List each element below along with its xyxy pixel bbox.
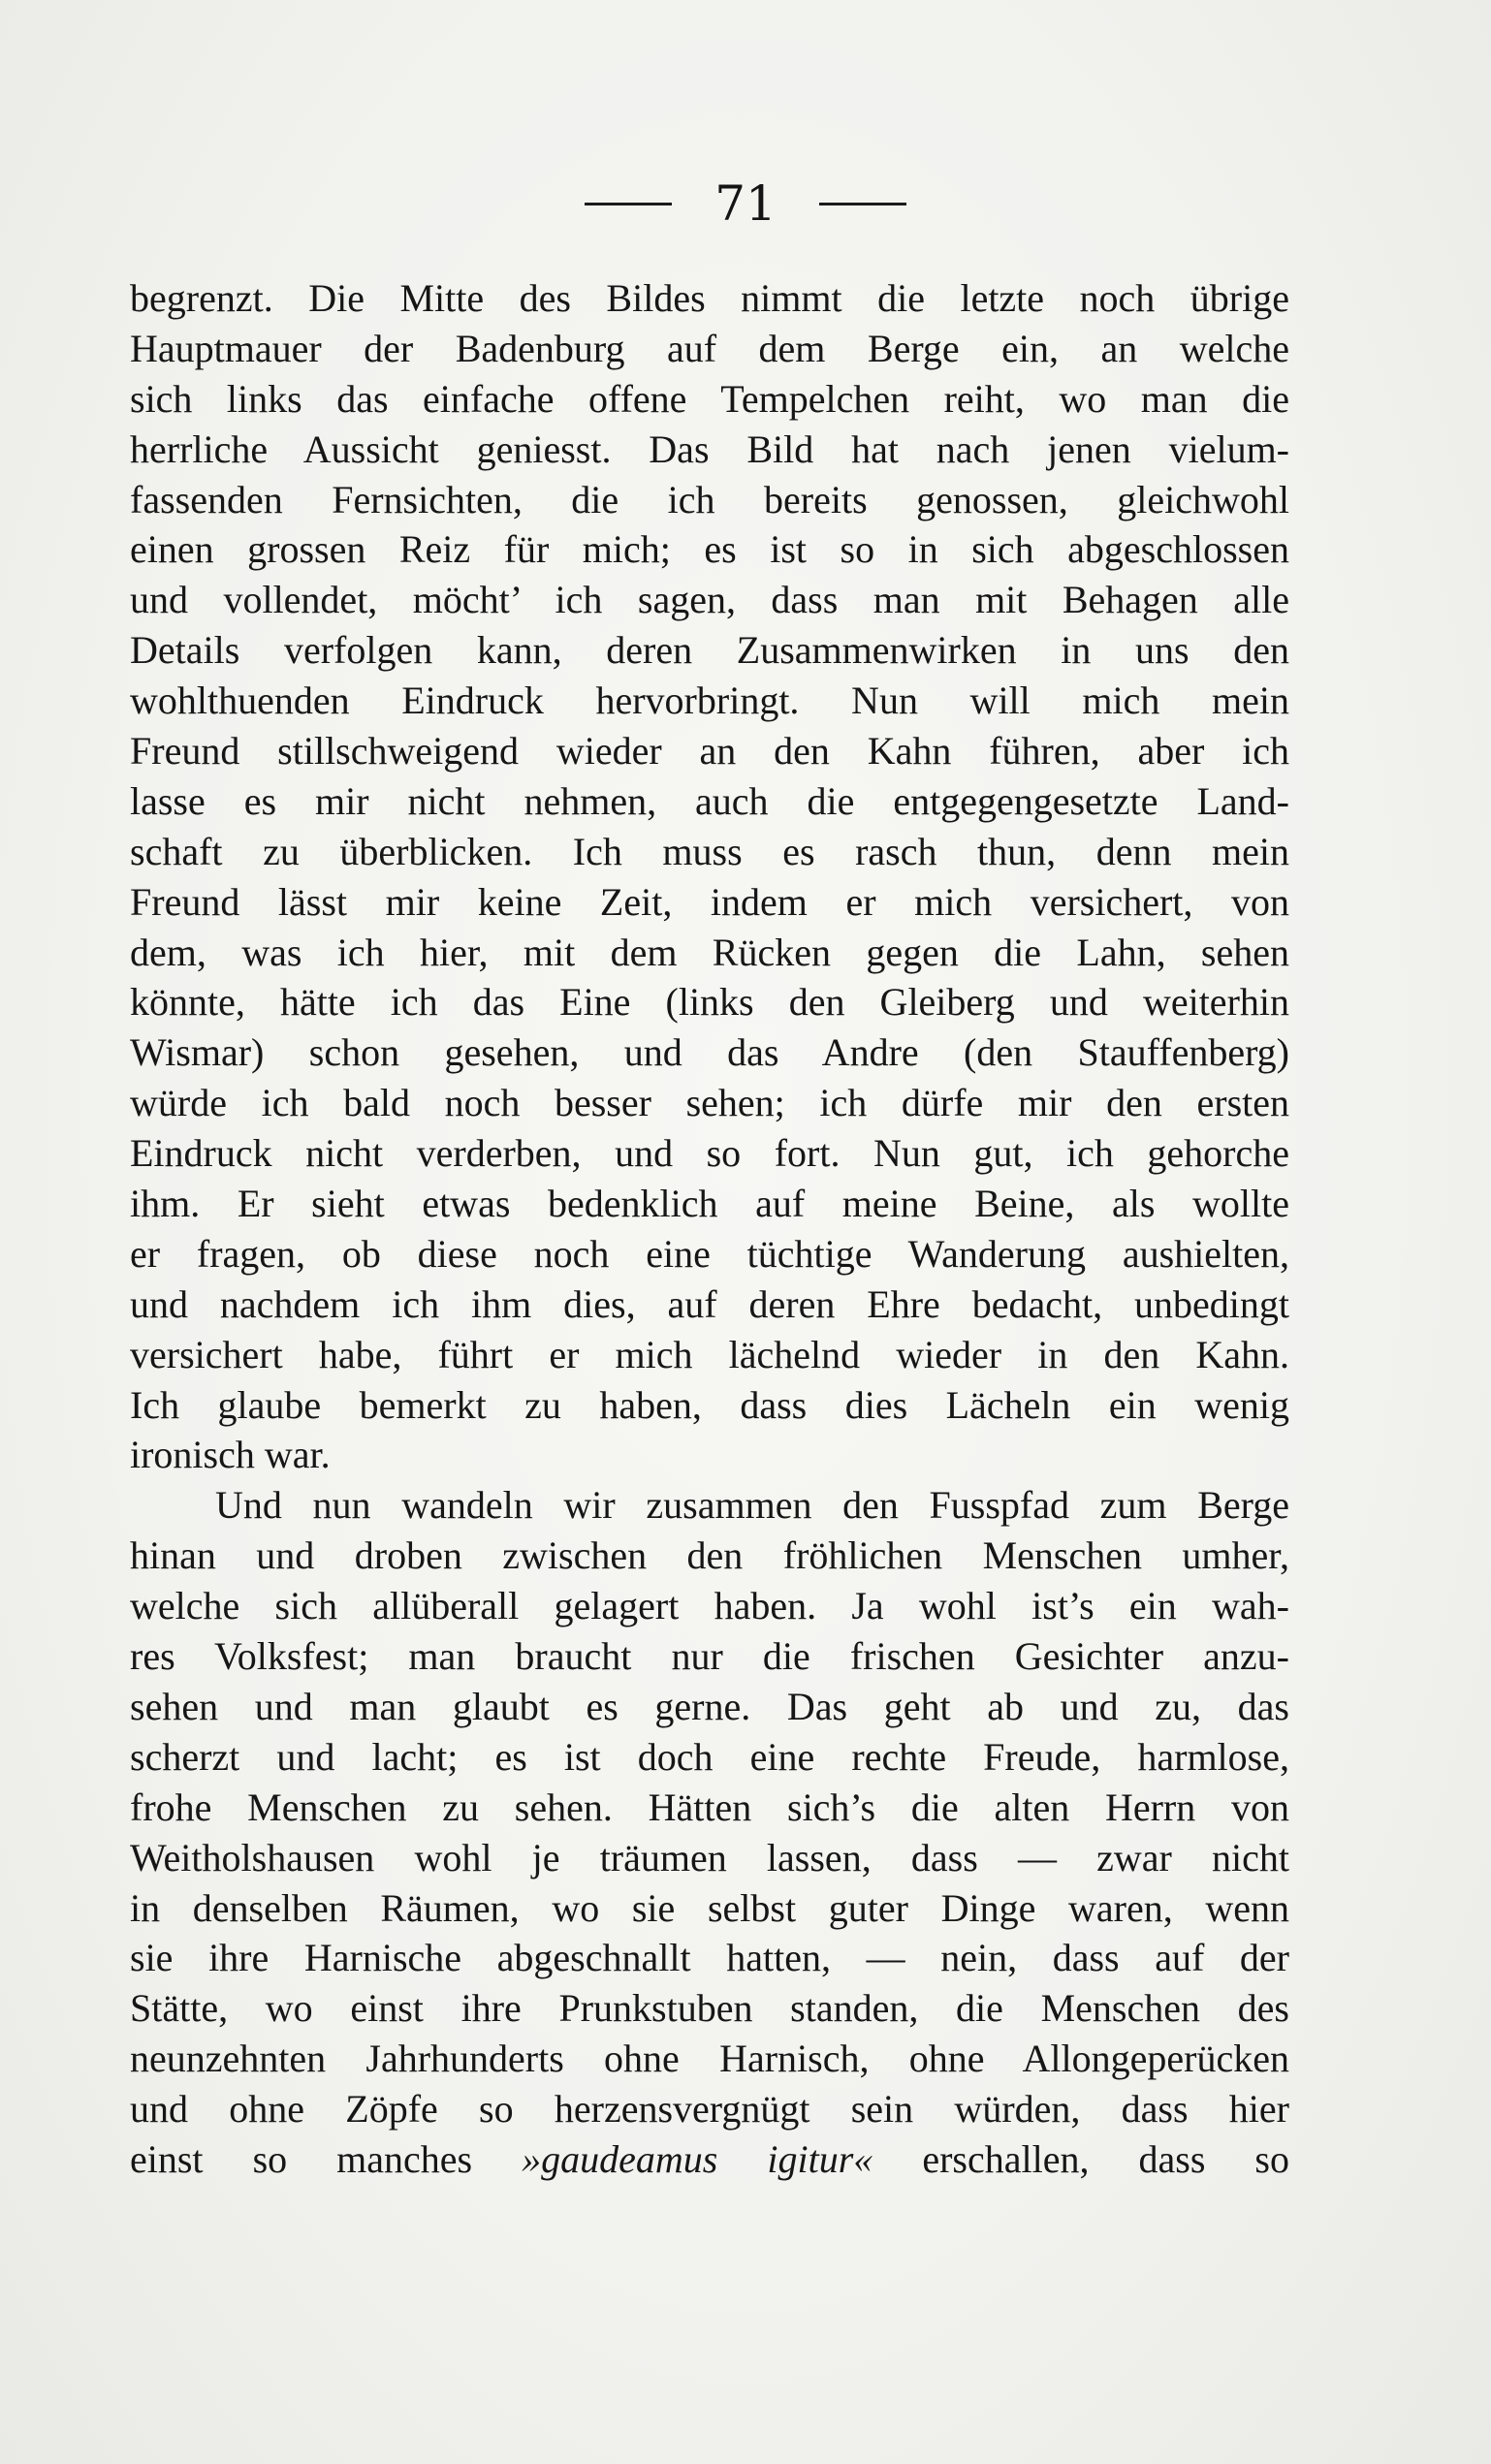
text-line: könnte, hätte ich das Eine (links den Gleiberg und weiterhin bbox=[130, 980, 1289, 1025]
header-rule-left bbox=[585, 203, 672, 205]
text-line: er fragen, ob diese noch eine tüchtige Wanderung aushielten, bbox=[130, 1231, 1289, 1276]
text-line: Details verfolgen kann, deren Zusammenwirken in uns den bbox=[130, 628, 1289, 673]
text-line: versichert habe, führt er mich lächelnd wieder in den Kahn. bbox=[130, 1332, 1289, 1376]
text-line: scherzt und lacht; es ist doch eine rechte Freude, harmlose, bbox=[130, 1734, 1289, 1779]
text-line: Freund lässt mir keine Zeit, indem er mich versichert, von bbox=[130, 879, 1289, 924]
text-line: ihm. Er sieht etwas bedenklich auf meine Beine, als wollte bbox=[130, 1182, 1289, 1226]
text-line: Und nun wandeln wir zusammen den Fusspfad zum Berge bbox=[215, 1483, 1289, 1528]
text-line: und ohne Zöpfe so herzensvergnügt sein würden, dass hier bbox=[130, 2087, 1289, 2132]
text-line: neunzehnten Jahrhunderts ohne Harnisch, ohne Allongeperücken bbox=[130, 2037, 1289, 2081]
text-line: sich links das einfache offene Tempelchen reiht, wo man die bbox=[130, 376, 1289, 421]
text-line: Eindruck nicht verderben, und so fort. Nun gut, ich gehorche bbox=[130, 1131, 1289, 1176]
final-line-end: erschallen, dass so bbox=[872, 2136, 1289, 2181]
text-line: Weitholshausen wohl je träumen lassen, dass — zwar nicht bbox=[130, 1835, 1289, 1880]
text-line: würde ich bald noch besser sehen; ich dürfe mir den ersten bbox=[130, 1081, 1289, 1125]
page-number: 71 bbox=[714, 175, 777, 232]
text-line: Stätte, wo einst ihre Prunkstuben standen, die Menschen des bbox=[130, 1986, 1289, 2031]
final-line-start: einst so manches bbox=[130, 2136, 523, 2181]
text-line: lasse es mir nicht nehmen, auch die entgegengesetzte Land- bbox=[130, 778, 1289, 823]
text-line: begrenzt. Die Mitte des Bildes nimmt die letzte noch übrige bbox=[130, 276, 1289, 320]
text-line: fassenden Fernsichten, die ich bereits genossen, gleichwohl bbox=[130, 477, 1289, 521]
text-line: schaft zu überblicken. Ich muss es rasch thun, denn mein bbox=[130, 829, 1289, 873]
quoted-phrase: »gaudeamus igitur« bbox=[522, 2136, 873, 2181]
text-line: einen grossen Reiz für mich; es ist so in sich abgeschlossen bbox=[130, 527, 1289, 572]
text-line: welche sich allüberall gelagert haben. Ja wohl ist’s ein wah- bbox=[130, 1584, 1289, 1628]
paragraph-1 bbox=[130, 273, 1289, 1480]
text-line: ironisch war. bbox=[130, 1433, 331, 1477]
text-line: und nachdem ich ihm dies, auf deren Ehre bedacht, unbedingt bbox=[130, 1281, 1289, 1326]
header-rule-right bbox=[819, 203, 906, 205]
text-line-final bbox=[130, 2134, 1289, 2185]
text-line: sie ihre Harnische abgeschnallt hatten, — nein, dass auf der bbox=[130, 1936, 1289, 1980]
text-line: Wismar) schon gesehen, und das Andre (den Stauffenberg) bbox=[130, 1030, 1289, 1075]
text-line: sehen und man glaubt es gerne. Das geht ab und zu, das bbox=[130, 1684, 1289, 1728]
body-text bbox=[130, 273, 1289, 2185]
page-header bbox=[0, 174, 1491, 233]
text-line: frohe Menschen zu sehen. Hätten sich’s die alten Herrn von bbox=[130, 1785, 1289, 1829]
text-line: und vollendet, möcht’ ich sagen, dass man mit Behagen alle bbox=[130, 578, 1289, 622]
paragraph-2 bbox=[130, 1480, 1289, 2184]
text-line: dem, was ich hier, mit dem Rücken gegen die Lahn, sehen bbox=[130, 930, 1289, 974]
text-line: Freund stillschweigend wieder an den Kahn führen, aber ich bbox=[130, 729, 1289, 774]
text-line: Hauptmauer der Badenburg auf dem Berge ein, an welche bbox=[130, 326, 1289, 370]
text-line: hinan und droben zwischen den fröhlichen Menschen umher, bbox=[130, 1533, 1289, 1578]
text-line: wohlthuenden Eindruck hervorbringt. Nun will mich mein bbox=[130, 679, 1289, 723]
text-line: in denselben Räumen, wo sie selbst guter Dinge waren, wenn bbox=[130, 1885, 1289, 1930]
text-line: herrliche Aussicht geniesst. Das Bild hat nach jenen vielum- bbox=[130, 426, 1289, 471]
text-line: res Volksfest; man braucht nur die frischen Gesichter anzu- bbox=[130, 1634, 1289, 1679]
text-line: Ich glaube bemerkt zu haben, dass dies Lächeln ein wenig bbox=[130, 1382, 1289, 1427]
